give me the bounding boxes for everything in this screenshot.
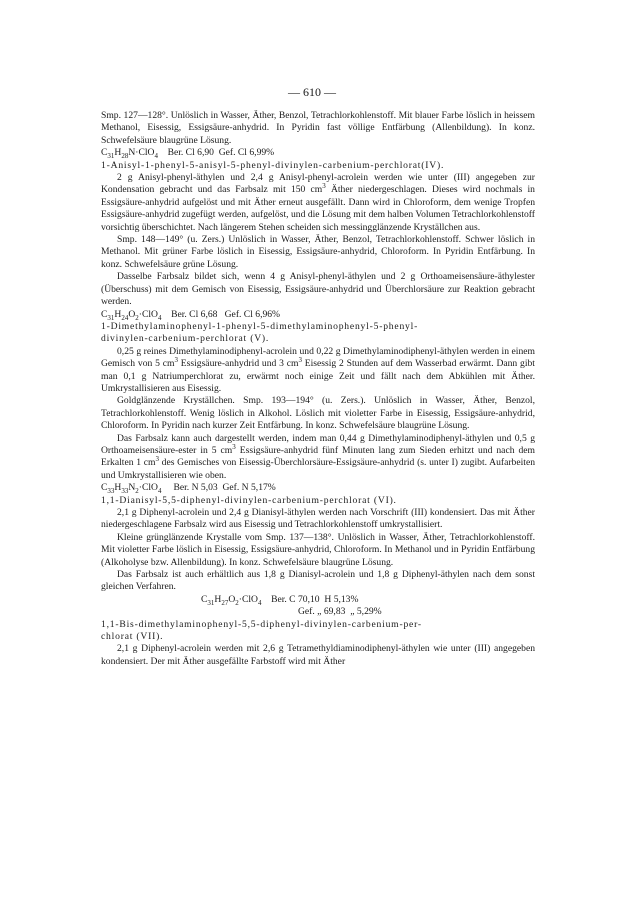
paragraph: 2 g Anisyl-phenyl-äthylen und 2,4 g Anisyl-phenyl-acrolein werden wie unter (III) angegeben zur Kondensation gebracht und das Farbsalz mit 150 $cm^3$ Äther niedergeschlagen. Dieses wird nochmals in Essigsäure-anhydrid aufgelöst und mit Äther erneut ausgefällt. Dann wird in Chloroform, dem wenige Tropfen Essigsäure-anhydrid zugefügt werden, aufgelöst, und die Lösung mit dem halben Volumen Tetrachlorkohlenstoff vorsichtig überschichtet. Nach längerem Stehen scheiden sich messingglänzende Kryställchen aus. [101, 172, 535, 233]
paragraph: 2,1 g Diphenyl-acrolein und 2,4 g Dianisyl-äthylen werden nach Vorschrift (III) kondensiert. Das mit Äther niedergeschlagene Farbsalz wird aus Eisessig und Tetrachlorkohlenstoff umkrystallisiert. [101, 507, 535, 531]
section-heading: 1,1-Bis-dimethylaminophenyl-5,5-diphenyl-divinylen-carbenium-per- chlorat (VII). [101, 618, 422, 643]
formula-line: $C_{31}H_{28}N\cdot ClO_4$ Ber. Cl 6,90 Gef. Cl 6,99% [101, 147, 275, 161]
section-heading: 1,1-Dianisyl-5,5-diphenyl-divinylen-carbenium-perchlorat (VI). [101, 494, 397, 506]
paragraph: 0,25 g reines Dimethylaminodiphenyl-acrolein und 0,22 g Dimethylaminodiphenyl-äthylen werden in einem Gemisch von 5 $cm^3$ Essigsäure-anhydrid und 3 $cm^3$ Eisessig 2 Stunden auf dem Wasserbad erwärmt. Dann gibt man 0,1 g Natriumperchlorat zu, erwärmt noch einige Zeit und fällt nach dem Abkühlen mit Äther. Umkrystallisieren aus Eisessig. [101, 345, 535, 394]
paragraph: Goldglänzende Kryställchen. Smp. 193—194° (u. Zers.). Unlöslich in Wasser, Äther, Benzol, Tetrachlorkohlenstoff. Wenig löslich in Alkohol. Löslich mit violetter Farbe in Eisessig, Essigsäure-anhydrid, Chloroform. In Pyridin nach kurzer Zeit Entfärbung. In konz. Schwefelsäure blaugrüne Lösung. [101, 395, 535, 432]
paragraph: Dasselbe Farbsalz bildet sich, wenn 4 g Anisyl-phenyl-äthylen und 2 g Orthoameisensäure-äthylester (Überschuss) mit dem Gemisch von Eisessig, Essigsäure-anhydrid und Überchlorsäure zur Reaktion gebracht werden. [101, 271, 535, 308]
paragraph: Smp. 127—128°. Unlöslich in Wasser, Äther, Benzol, Tetrachlorkohlenstoff. Mit blauer Farbe löslich in heissem Methanol, Eisessig, Essigsäure-anhydrid. In Pyridin fast völlige Entfärbung (Allenbildung). In konz. Schwefelsäure blaugrüne Lösung. [101, 110, 535, 146]
section-heading: 1-Dimethylaminophenyl-1-phenyl-5-dimethylaminophenyl-5-phenyl- divinylen-carbenium-perchlorat (V). [101, 320, 419, 345]
paragraph: Smp. 148—149° (u. Zers.) Unlöslich in Wasser, Äther, Benzol, Tetrachlorkohlenstoff. Schwer löslich in Methanol. Mit grüner Farbe löslich in Eisessig, Essigsäure-anhydrid, Chloroform. In Pyridin Entfärbung. In konz. Schwefelsäure grüne Lösung. [101, 234, 535, 270]
paragraph: Das Farbsalz ist auch erhältlich aus 1,8 g Dianisyl-acrolein und 1,8 g Diphenyl-äthylen nach dem sonst gleichen Verfahren. [101, 569, 535, 593]
page-number: — 610 — [288, 85, 336, 99]
paragraph: Kleine grünglänzende Krystalle vom Smp. 137—138°. Unlöslich in Wasser, Äther, Tetrachlorkohlenstoff. Mit violetter Farbe löslich in Eisessig, Essigsäure-anhydrid, Chloroform. In Methanol und in Pyridin Entfärbung (Alkoholyse bzw. Allenbildung). In konz. Schwefelsäure blaugrüne Lösung. [101, 531, 535, 568]
paragraph: Das Farbsalz kann auch dargestellt werden, indem man 0,44 g Dimethylaminodiphenyl-äthylen und 0,5 g Orthoameisensäure-ester in 5 $cm^3$ Essigsäure-anhydrid fünf Minuten lang zum Sieden erhitzt und nach dem Erkalten 1 $cm^3$ des Gemisches von Eisessig-Überchlorsäure-Essigsäure-anhydrid (s. unter I) zugibt. Aufarbeiten und Umkrystallisieren wie oben. [101, 432, 535, 481]
formula-line: $C_{31}H_{27}O_2\cdot ClO_4$ Ber. C 70,10 H 5,13% Gef. „ 69,83 „ 5,29% [201, 593, 382, 618]
paragraph: 2,1 g Diphenyl-acrolein werden mit 2,6 g Tetramethyldiaminodiphenyl-äthylen wie unter (III) angegeben kondensiert. Der mit Äther ausgefällte Farbstoff wird mit Äther [101, 643, 535, 667]
body-text [101, 110, 535, 668]
formula-line: $C_{31}H_{24}O_2\cdot ClO_4$ Ber. Cl 6,68 Gef. Cl 6,96% [101, 308, 281, 322]
formula-line: $C_{33}H_{33}N_2\cdot ClO_4$ Ber. N 5,03 Gef. N 5,17% [101, 482, 276, 496]
section-heading: 1-Anisyl-1-phenyl-5-anisyl-5-phenyl-divinylen-carbenium-perchlorat(IV). [101, 159, 445, 171]
